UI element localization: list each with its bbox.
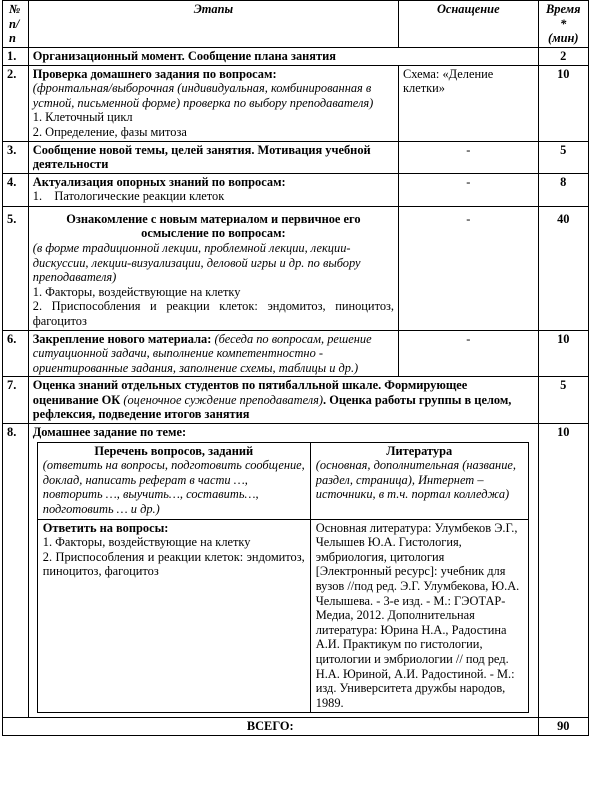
total-row [3,718,589,736]
row-number: 8. [3,424,29,718]
row-title: Домашнее задание по теме: [32,425,187,440]
list-item: 2. Определение, фазы митоза [32,124,187,139]
row-number: 4. [3,173,29,206]
homework-literature [310,519,528,713]
table-header-row [3,1,589,48]
header-stages: Этапы [28,1,398,48]
row-time: 8 [538,173,588,206]
row-title-continued: . Оценка работы группы в целом, рефлексия, подведение итогов занятия [32,392,512,422]
literature-subtitle: (основная, дополнительная (название, раздел, страница), Интернет – источники, в т.ч. портал колледжа) [315,458,516,502]
table-row [3,173,589,206]
row-equipment: - [399,141,539,173]
total-label: ВСЕГО: [3,718,539,736]
row-content [28,65,398,141]
list-item: 2. Приспособления и реакции клеток: эндомитоз, пиноцитоз, фагоцитоз [32,299,395,328]
table-row [3,330,589,377]
row-equipment: - [399,330,539,377]
row-number: 6. [3,330,29,377]
row-title: Сообщение новой темы, целей занятия. Мотивация учебной деятельности [28,141,398,173]
row-time: 5 [538,141,588,173]
list-item: 1. Клеточный цикл [32,110,133,125]
questions-title: Ответить на вопросы: [42,520,169,535]
row-number: 1. [3,48,29,66]
lesson-plan-table [2,0,589,736]
row-content [28,330,398,377]
row-time: 10 [538,424,588,718]
table-row [3,206,589,330]
homework-tasks-header [37,442,310,519]
row-time: 10 [538,65,588,141]
homework-questions [37,519,310,713]
row-number: 7. [3,377,29,424]
row-title: Закрепление нового материала: [32,331,212,346]
row-title: Актуализация опорных знаний по вопросам: [32,174,286,189]
header-equipment: Оснащение [399,1,539,48]
row-title: Проверка домашнего задания по вопросам: [32,66,277,81]
row-subtitle: (беседа по вопросам, решение ситуационной задачи, выполнение компетентностно - ориентированные задания, заполнение схемы, таблицы и др.) [32,331,372,375]
row-content [28,424,538,718]
row-time: 2 [538,48,588,66]
table-row [3,424,589,718]
homework-literature-header [310,442,528,519]
table-row [3,48,589,66]
table-row [3,377,589,424]
row-equipment: Схема: «Деление клетки» [399,65,539,141]
total-value: 90 [538,718,588,736]
list-item: 2. Приспособления и реакции клеток: эндомитоз, пиноцитоз, фагоцитоз [42,549,305,579]
row-subtitle: (в форме традиционной лекции, проблемной лекции, лекции-дискуссии, лекции-визуализации, деловой игры и др. по выбору преподавателя) [32,240,361,285]
row-title: Организационный момент. Сообщение плана занятия [28,48,538,66]
homework-header-row [37,442,528,519]
tasks-title: Перечень вопросов, заданий [94,443,254,458]
row-equipment: - [399,173,539,206]
list-item: 1. Факторы, воздействующие на клетку [42,535,251,550]
homework-body-row [37,519,528,713]
list-item: 1. Патологические реакции клеток [32,189,225,204]
row-title: Оценка знаний отдельных студентов по пятибалльной шкале. Формирующее оценивание ОК [32,378,468,407]
row-equipment: - [399,206,539,330]
literature-text: Основная литература: Улумбеков Э.Г., Челышев Ю.А. Гистология, эмбриология, цитология [Электронный ресурс]: учебник для вузов //под ред. Э.Г. Улумбекова, Ю.А. Челышева. - 3-е изд. - М.: ГЭОТАР-Медиа, 2012. Дополнительная литература: Юрина Н.А., Радостина А.И. Практикум по гистологии, цитологии и эмбриологии // под ред. Н.А. Юриной, А.И. Радостиной. - М.: изд. Университета дружбы народов, 1989. [315,520,520,710]
literature-title: Литература [386,443,453,458]
row-time: 10 [538,330,588,377]
tasks-subtitle: (ответить на вопросы, подготовить сообщение, доклад, написать реферат в части …, повторить …, выучить…, составить…, подготовить … и др.) [42,458,305,517]
row-subtitle: (фронтальная/выборочная (индивидуальная, комбинированная в устной, письменной форме) проверка по выбору преподавателя) [32,81,374,110]
table-row [3,141,589,173]
row-time: 5 [538,377,588,424]
row-content [28,377,538,424]
row-number: 5. [3,206,29,330]
row-content [28,206,398,330]
row-content [28,173,398,206]
row-number: 2. [3,65,29,141]
table-row [3,65,589,141]
header-time: Время * (мин) [538,1,588,48]
header-num: № п/ п [3,1,29,48]
homework-table [37,442,529,714]
list-item: 1. Факторы, воздействующие на клетку [32,284,241,299]
row-subtitle: (оценочное суждение преподавателя) [123,392,324,407]
row-number: 3. [3,141,29,173]
row-time: 40 [538,206,588,330]
row-title: Ознакомление с новым материалом и первичное его осмысление по вопросам: [66,211,361,241]
